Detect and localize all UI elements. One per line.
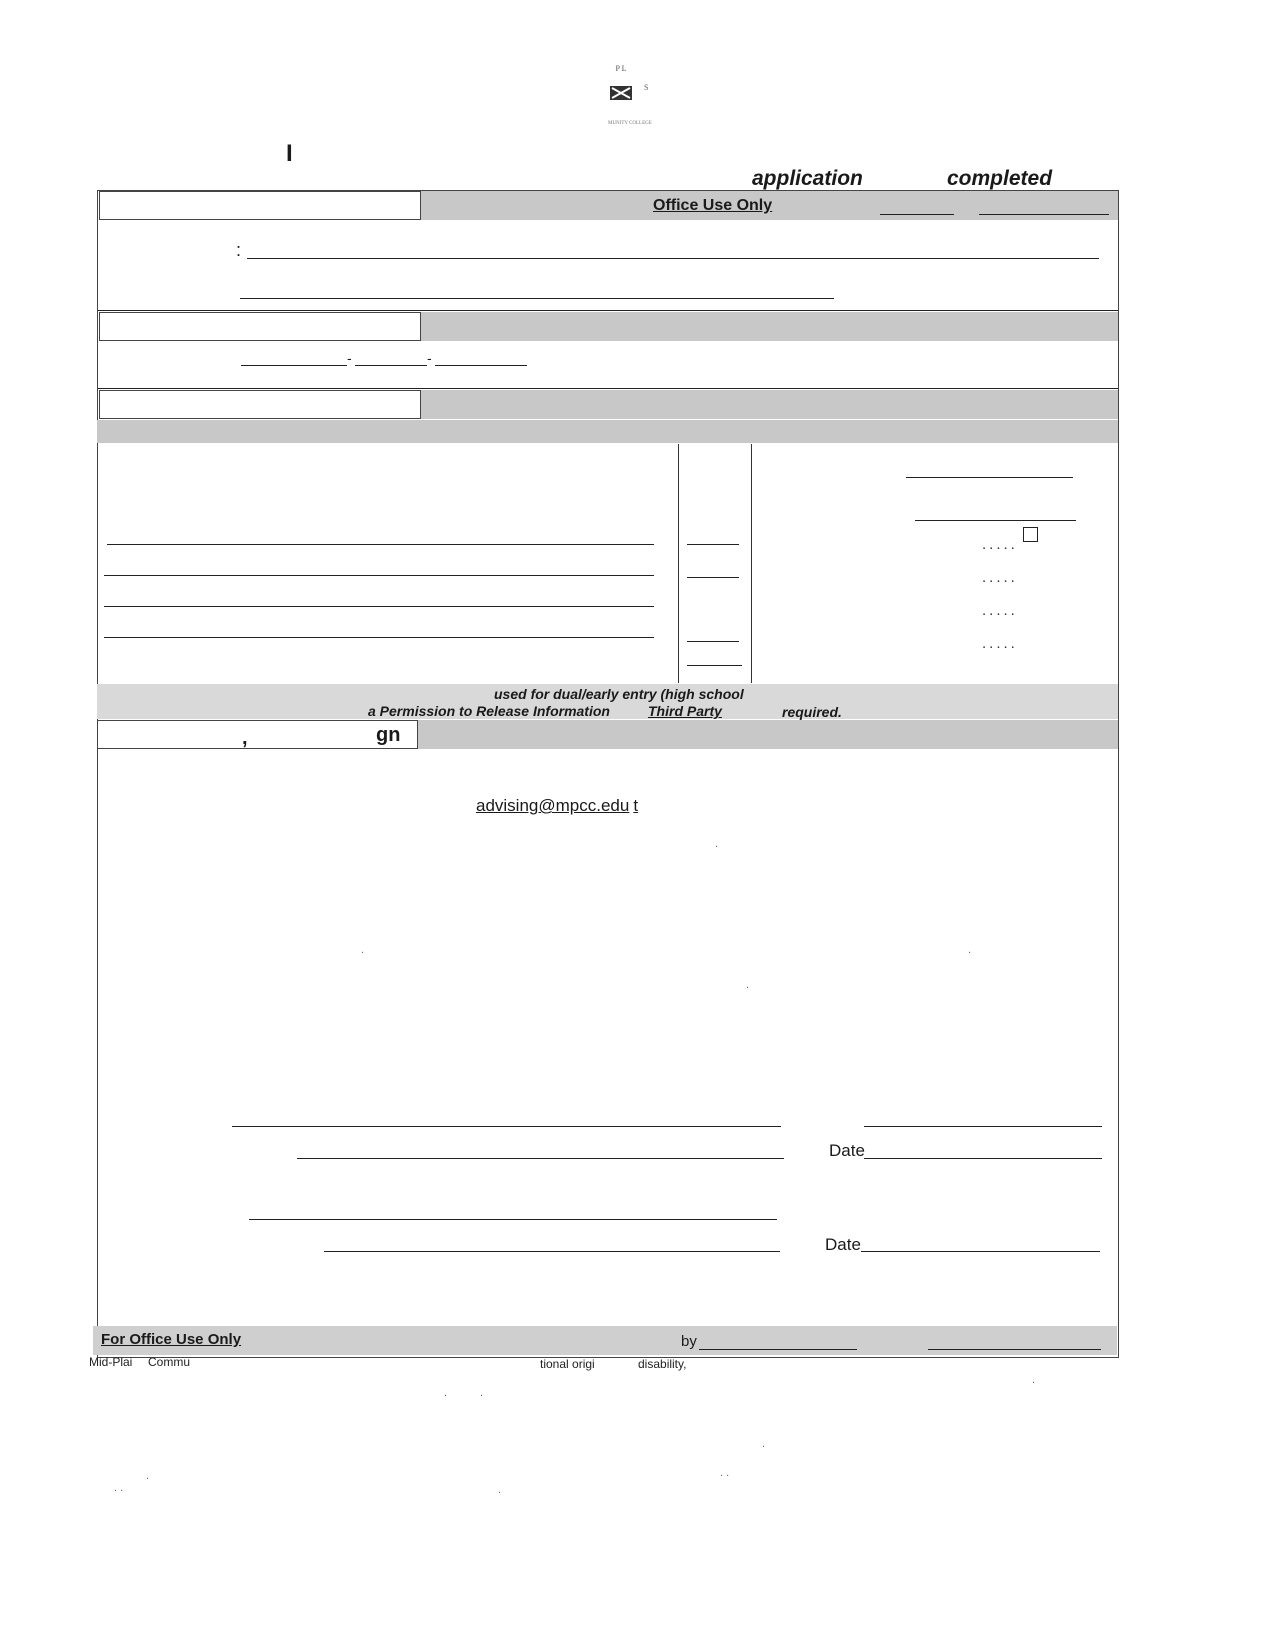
row5-label-cell — [99, 390, 421, 419]
colon-mark: : — [236, 240, 242, 260]
dual-entry-note-line1: used for dual/early entry (high school — [494, 686, 744, 702]
svg-text:P L: P L — [615, 64, 627, 73]
advising-email-suffix: t — [633, 796, 639, 815]
sign-fragment: gn — [376, 724, 401, 746]
dual-entry-note-line2c: required. — [782, 704, 842, 720]
sign-comma: , — [242, 727, 248, 749]
by-label: by — [681, 1333, 697, 1350]
footnote-fragment-a: Mid-Plai — [89, 1355, 133, 1369]
table-entry-line-2[interactable] — [104, 575, 654, 576]
table-col-divider-1 — [678, 444, 679, 683]
scan-speck: . — [480, 1387, 484, 1399]
row1-label-cell — [99, 191, 421, 220]
scan-speck: . — [444, 1387, 448, 1399]
advising-email[interactable]: advising@mpcc.edu — [476, 796, 630, 815]
row4-bottom-rule — [98, 388, 1118, 389]
number-field-part-3[interactable] — [435, 365, 527, 366]
dual-entry-note-line2b: Third Party — [648, 703, 722, 719]
signature-line-2[interactable] — [297, 1158, 784, 1159]
table-entry-line-1[interactable] — [107, 544, 654, 545]
scan-speck: . — [498, 1484, 502, 1496]
date-line-2[interactable] — [861, 1251, 1100, 1252]
table-col-divider-2 — [751, 444, 752, 683]
office-use-blank-2[interactable] — [979, 214, 1109, 215]
notice-word-application: application — [752, 167, 863, 190]
date-label-1: Date — [829, 1141, 865, 1160]
scan-speck: . — [361, 944, 365, 956]
name-field-line-2[interactable] — [240, 298, 834, 299]
by-field-line[interactable] — [699, 1349, 857, 1350]
signature-line-3[interactable] — [249, 1219, 777, 1220]
right-field-line-2[interactable] — [915, 520, 1076, 521]
table-entry-line-4[interactable] — [104, 637, 654, 638]
heading-fragment: I — [286, 140, 293, 167]
footnote-fragment-d: disability, — [638, 1357, 687, 1371]
row2-bottom-rule — [98, 310, 1118, 311]
dual-entry-note-line2a: a Permission to Release Information — [368, 703, 610, 719]
scan-speck: . . — [720, 1467, 730, 1479]
advising-email-link[interactable] — [476, 796, 638, 816]
footnote-fragment-c: tional origi — [540, 1357, 595, 1371]
scan-speck: . . — [114, 1482, 124, 1494]
table-short-line-4[interactable] — [687, 665, 742, 666]
scan-speck: . — [968, 944, 972, 956]
sign-label-cell — [97, 720, 418, 749]
date-label-2: Date — [825, 1235, 861, 1254]
bottom-office-use-band — [93, 1326, 1117, 1355]
scan-speck: . — [746, 979, 750, 991]
office-use-blank-1[interactable] — [880, 214, 954, 215]
table-entry-line-3[interactable] — [104, 606, 654, 607]
row5-gray-band — [421, 390, 1118, 419]
row3-gray-band — [421, 312, 1118, 341]
scan-speck: . — [762, 1438, 766, 1450]
right-field-line-1[interactable] — [906, 477, 1073, 478]
name-field-line-1[interactable] — [247, 258, 1099, 259]
table-short-line-1[interactable] — [687, 544, 739, 545]
college-seal-logo — [586, 58, 656, 128]
section-gray-band — [97, 420, 1118, 443]
notice-word-completed: completed — [947, 167, 1053, 190]
date-line-1a[interactable] — [864, 1126, 1102, 1127]
date-line-1[interactable] — [864, 1158, 1102, 1159]
svg-text:S: S — [644, 83, 649, 92]
number-field-part-1[interactable] — [241, 365, 347, 366]
table-short-line-3[interactable] — [687, 641, 739, 642]
scan-speck: . — [146, 1470, 150, 1482]
leader-dots-2: ..... — [982, 569, 1018, 586]
scan-speck: . — [715, 838, 719, 850]
table-short-line-2[interactable] — [687, 577, 739, 578]
scan-speck: . — [1032, 1374, 1036, 1386]
leader-dots-4: ..... — [982, 635, 1018, 652]
bottom-office-field-line[interactable] — [928, 1349, 1101, 1350]
signature-line-1[interactable] — [232, 1126, 781, 1127]
bottom-office-use-title: For Office Use Only — [101, 1331, 242, 1348]
seal-icon — [586, 58, 656, 128]
number-dash-1: - — [347, 350, 352, 366]
footnote-fragment-b: Commu — [148, 1355, 191, 1369]
sign-gray-band — [418, 720, 1118, 749]
row3-label-cell — [99, 312, 421, 341]
signature-line-4[interactable] — [324, 1251, 780, 1252]
number-dash-2: - — [427, 350, 432, 366]
leader-dots-1: ..... — [982, 536, 1018, 553]
leader-dots-3: ..... — [982, 602, 1018, 619]
number-field-part-2[interactable] — [355, 365, 427, 366]
option-checkbox[interactable] — [1023, 527, 1038, 542]
office-use-title: Office Use Only — [653, 197, 773, 214]
svg-text:MUNITY COLLEGE: MUNITY COLLEGE — [608, 121, 652, 126]
